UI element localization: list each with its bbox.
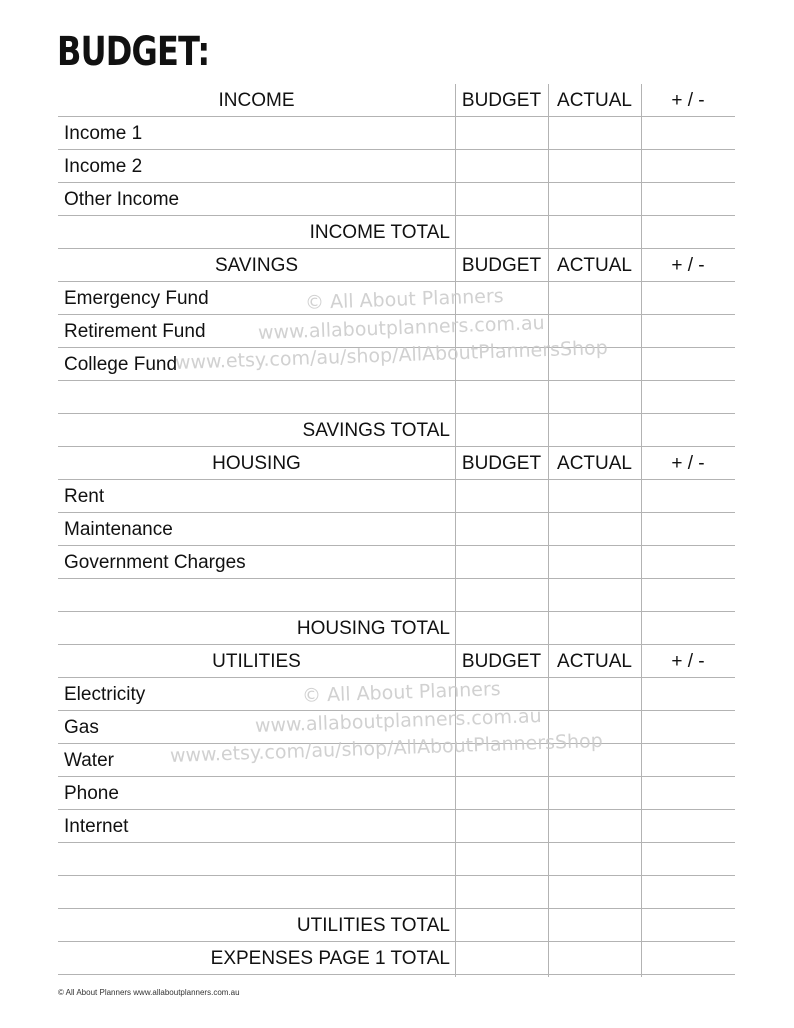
line-item-actual-cell[interactable] [548, 381, 641, 413]
line-item-budget-cell[interactable] [455, 744, 548, 776]
line-item-diff-cell[interactable] [641, 843, 735, 875]
blank-line-item-field[interactable] [64, 876, 449, 908]
line-item-budget-cell[interactable] [455, 546, 548, 578]
line-item-actual-cell[interactable] [548, 513, 641, 545]
line-item-budget-cell[interactable] [455, 579, 548, 611]
grand-total-row [58, 942, 735, 975]
total-diff-cell[interactable] [641, 216, 735, 248]
section-total-label: UTILITIES TOTAL [296, 915, 450, 936]
total-diff-cell[interactable] [641, 612, 735, 644]
line-item-actual-cell[interactable] [548, 744, 641, 776]
line-item-row [58, 711, 735, 744]
line-item-row [58, 579, 735, 612]
total-diff-cell[interactable] [641, 414, 735, 446]
line-item-actual-cell[interactable] [548, 546, 641, 578]
line-item-label: Internet [64, 816, 129, 837]
section-heading: SAVINGS [214, 255, 299, 276]
line-item-budget-cell[interactable] [455, 678, 548, 710]
total-actual-cell[interactable] [548, 216, 641, 248]
line-item-row [58, 282, 735, 315]
line-item-label: Emergency Fund [64, 288, 209, 309]
line-item-budget-cell[interactable] [455, 843, 548, 875]
line-item-label: Income 2 [64, 156, 143, 177]
total-actual-cell[interactable] [548, 414, 641, 446]
line-item-diff-cell[interactable] [641, 381, 735, 413]
line-item-diff-cell[interactable] [641, 315, 735, 347]
line-item-label: Income 1 [64, 123, 143, 144]
section-header-savings [58, 249, 735, 282]
line-item-label: College Fund [64, 354, 178, 375]
line-item-actual-cell[interactable] [548, 810, 641, 842]
line-item-diff-cell[interactable] [641, 678, 735, 710]
grand-total-label: EXPENSES PAGE 1 TOTAL [210, 948, 450, 969]
blank-line-item-field[interactable] [64, 579, 449, 611]
section-heading: UTILITIES [212, 651, 301, 672]
line-item-diff-cell[interactable] [641, 183, 735, 215]
section-header-housing [58, 447, 735, 480]
line-item-actual-cell[interactable] [548, 876, 641, 908]
line-item-row [58, 150, 735, 183]
section-total-label: INCOME TOTAL [309, 222, 450, 243]
line-item-budget-cell[interactable] [455, 381, 548, 413]
section-total-income [58, 216, 735, 249]
line-item-diff-cell[interactable] [641, 480, 735, 512]
line-item-row [58, 117, 735, 150]
line-item-diff-cell[interactable] [641, 546, 735, 578]
line-item-actual-cell[interactable] [548, 711, 641, 743]
line-item-row [58, 546, 735, 579]
line-item-actual-cell[interactable] [548, 315, 641, 347]
line-item-actual-cell[interactable] [548, 183, 641, 215]
grand-total-actual-cell[interactable] [548, 942, 641, 974]
section-header-utilities [58, 645, 735, 678]
total-budget-cell[interactable] [455, 216, 548, 248]
line-item-label: Retirement Fund [64, 321, 206, 342]
line-item-label: Water [64, 750, 114, 771]
watermark-line-3: www.etsy.com/au/shop/AllAboutPlannersShop [174, 336, 609, 374]
line-item-diff-cell[interactable] [641, 810, 735, 842]
blank-line-item-field[interactable] [64, 381, 449, 413]
line-item-row [58, 777, 735, 810]
line-item-diff-cell[interactable] [641, 150, 735, 182]
grand-total-budget-cell[interactable] [455, 942, 548, 974]
line-item-diff-cell[interactable] [641, 513, 735, 545]
line-item-budget-cell[interactable] [455, 513, 548, 545]
line-item-diff-cell[interactable] [641, 711, 735, 743]
line-item-row [58, 480, 735, 513]
budget-column-header: BUDGET [461, 651, 542, 672]
line-item-label: Rent [64, 486, 105, 507]
line-item-actual-cell[interactable] [548, 282, 641, 314]
line-item-budget-cell[interactable] [455, 117, 548, 149]
budget-column-header: BUDGET [461, 255, 542, 276]
section-heading: HOUSING [212, 453, 301, 474]
watermark-line-2: www.allaboutplanners.com.au [257, 311, 545, 344]
diff-column-header: + / - [671, 90, 705, 111]
section-total-label: HOUSING TOTAL [296, 618, 450, 639]
line-item-actual-cell[interactable] [548, 678, 641, 710]
line-item-row [58, 381, 735, 414]
blank-line-item-field[interactable] [64, 843, 449, 875]
total-budget-cell[interactable] [455, 612, 548, 644]
total-budget-cell[interactable] [455, 414, 548, 446]
budget-column-header: BUDGET [461, 90, 542, 111]
line-item-budget-cell[interactable] [455, 282, 548, 314]
total-diff-cell[interactable] [641, 909, 735, 941]
actual-column-header: ACTUAL [557, 90, 632, 111]
line-item-actual-cell[interactable] [548, 117, 641, 149]
diff-column-header: + / - [671, 453, 705, 474]
section-total-utilities [58, 909, 735, 942]
line-item-row [58, 810, 735, 843]
line-item-row [58, 315, 735, 348]
line-item-label: Phone [64, 783, 119, 804]
page-title: BUDGET: [57, 29, 210, 75]
line-item-actual-cell[interactable] [548, 480, 641, 512]
watermark-line-3b: www.etsy.com/au/shop/AllAboutPlannersShop [169, 729, 604, 767]
section-total-housing [58, 612, 735, 645]
budget-table [58, 84, 735, 977]
line-item-budget-cell[interactable] [455, 810, 548, 842]
line-item-row [58, 876, 735, 909]
watermark-line-2b: www.allaboutplanners.com.au [254, 704, 542, 737]
line-item-budget-cell[interactable] [455, 348, 548, 380]
diff-column-header: + / - [671, 651, 705, 672]
line-item-diff-cell[interactable] [641, 876, 735, 908]
section-heading: INCOME [218, 90, 295, 111]
grand-total-diff-cell[interactable] [641, 942, 735, 974]
watermark-line-1b: © All About Planners [301, 678, 501, 707]
line-item-budget-cell[interactable] [455, 711, 548, 743]
line-item-budget-cell[interactable] [455, 876, 548, 908]
line-item-actual-cell[interactable] [548, 843, 641, 875]
line-item-diff-cell[interactable] [641, 777, 735, 809]
line-item-label: Electricity [64, 684, 146, 705]
footer-credit: © All About Planners www.allaboutplanners.com.au [58, 988, 240, 997]
line-item-row [58, 843, 735, 876]
line-item-row [58, 744, 735, 777]
budget-column-header: BUDGET [461, 453, 542, 474]
line-item-budget-cell[interactable] [455, 150, 548, 182]
section-total-savings [58, 414, 735, 447]
watermark-line-1: © All About Planners [304, 285, 504, 314]
line-item-row [58, 348, 735, 381]
total-actual-cell[interactable] [548, 909, 641, 941]
line-item-diff-cell[interactable] [641, 348, 735, 380]
diff-column-header: + / - [671, 255, 705, 276]
line-item-label: Gas [64, 717, 99, 738]
line-item-actual-cell[interactable] [548, 348, 641, 380]
line-item-row [58, 183, 735, 216]
line-item-budget-cell[interactable] [455, 315, 548, 347]
actual-column-header: ACTUAL [557, 255, 632, 276]
line-item-actual-cell[interactable] [548, 579, 641, 611]
line-item-diff-cell[interactable] [641, 579, 735, 611]
line-item-diff-cell[interactable] [641, 282, 735, 314]
line-item-label: Government Charges [64, 552, 246, 573]
line-item-row [58, 513, 735, 546]
line-item-label: Maintenance [64, 519, 173, 540]
total-actual-cell[interactable] [548, 612, 641, 644]
line-item-diff-cell[interactable] [641, 117, 735, 149]
line-item-label: Other Income [64, 189, 180, 210]
line-item-actual-cell[interactable] [548, 777, 641, 809]
section-total-label: SAVINGS TOTAL [302, 420, 450, 441]
line-item-actual-cell[interactable] [548, 150, 641, 182]
line-item-budget-cell[interactable] [455, 183, 548, 215]
line-item-row [58, 678, 735, 711]
line-item-diff-cell[interactable] [641, 744, 735, 776]
section-header-income [58, 84, 735, 117]
actual-column-header: ACTUAL [557, 453, 632, 474]
actual-column-header: ACTUAL [557, 651, 632, 672]
total-budget-cell[interactable] [455, 909, 548, 941]
line-item-budget-cell[interactable] [455, 480, 548, 512]
line-item-budget-cell[interactable] [455, 777, 548, 809]
